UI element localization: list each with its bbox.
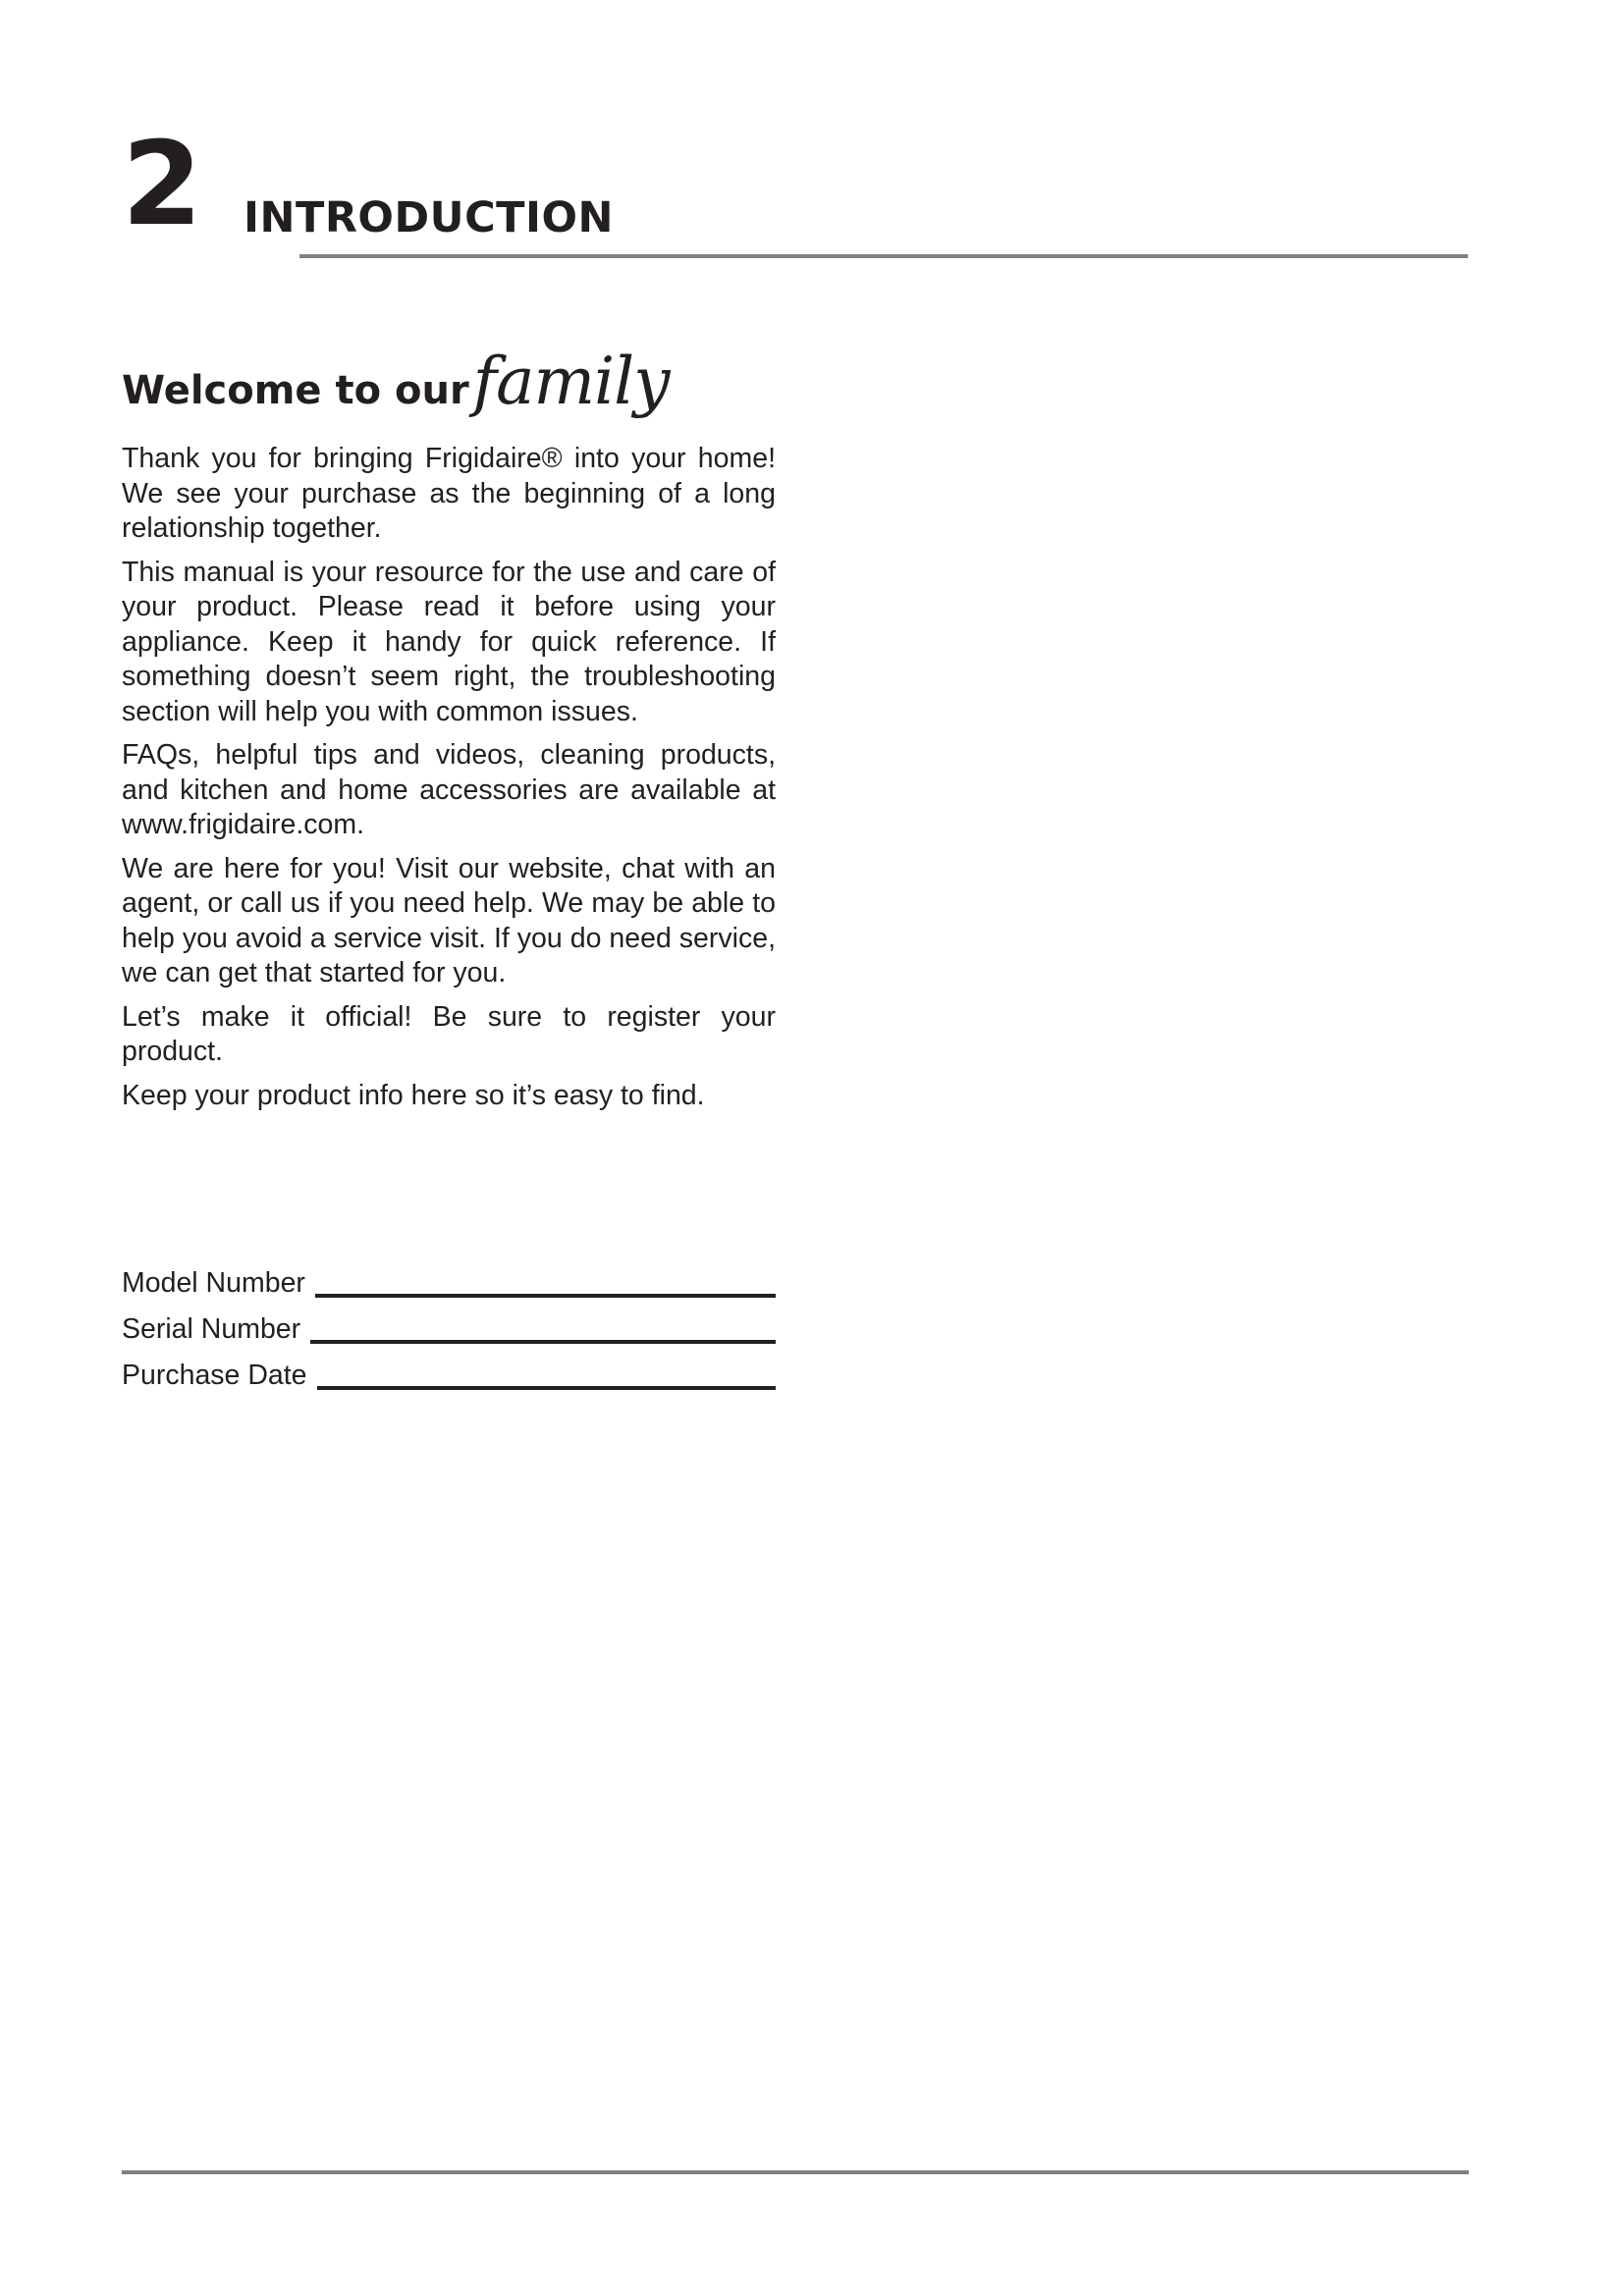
- footer-divider: [122, 2170, 1469, 2174]
- intro-paragraph: Thank you for bringing Frigidaire® into your home! We see your purchase as the beginning of a long relationship together.: [122, 443, 776, 544]
- welcome-heading-text: Welcome to our: [122, 368, 469, 413]
- model-number-label: Model Number: [122, 1267, 305, 1299]
- intro-paragraph: FAQs, helpful tips and videos, cleaning products, and kitchen and home accessories are available at www.frigidaire.com.: [122, 739, 776, 840]
- serial-number-blank-line: [310, 1340, 776, 1344]
- welcome-heading: [122, 344, 670, 419]
- serial-number-label: Serial Number: [122, 1313, 301, 1345]
- page-number: 2: [122, 116, 201, 251]
- intro-paragraph: We are here for you! Visit our website, chat with an agent, or call us if you need help. We may be able to help you avoid a service visit. If you do need service, we can get that started for you.: [122, 852, 776, 988]
- welcome-heading-script-word: family: [472, 344, 670, 419]
- model-number-row: [122, 1255, 776, 1301]
- intro-paragraph: Let’s make it official! Be sure to register your product.: [122, 1000, 776, 1067]
- intro-paragraph: This manual is your resource for the use and care of your product. Please read it before using your appliance. Keep it handy for quick reference. If something doesn’t seem right, the troubleshooting section will help you with common issues.: [122, 556, 776, 727]
- product-info-form: [122, 1255, 776, 1393]
- intro-body: [122, 442, 776, 1122]
- purchase-date-label: Purchase Date: [122, 1360, 307, 1391]
- section-title: INTRODUCTION: [244, 193, 615, 242]
- header-divider: [299, 254, 1468, 258]
- purchase-date-row: [122, 1347, 776, 1393]
- intro-paragraph: Keep your product info here so it’s easy to find.: [122, 1079, 705, 1111]
- purchase-date-blank-line: [317, 1386, 776, 1390]
- model-number-blank-line: [315, 1294, 776, 1298]
- serial-number-row: [122, 1301, 776, 1347]
